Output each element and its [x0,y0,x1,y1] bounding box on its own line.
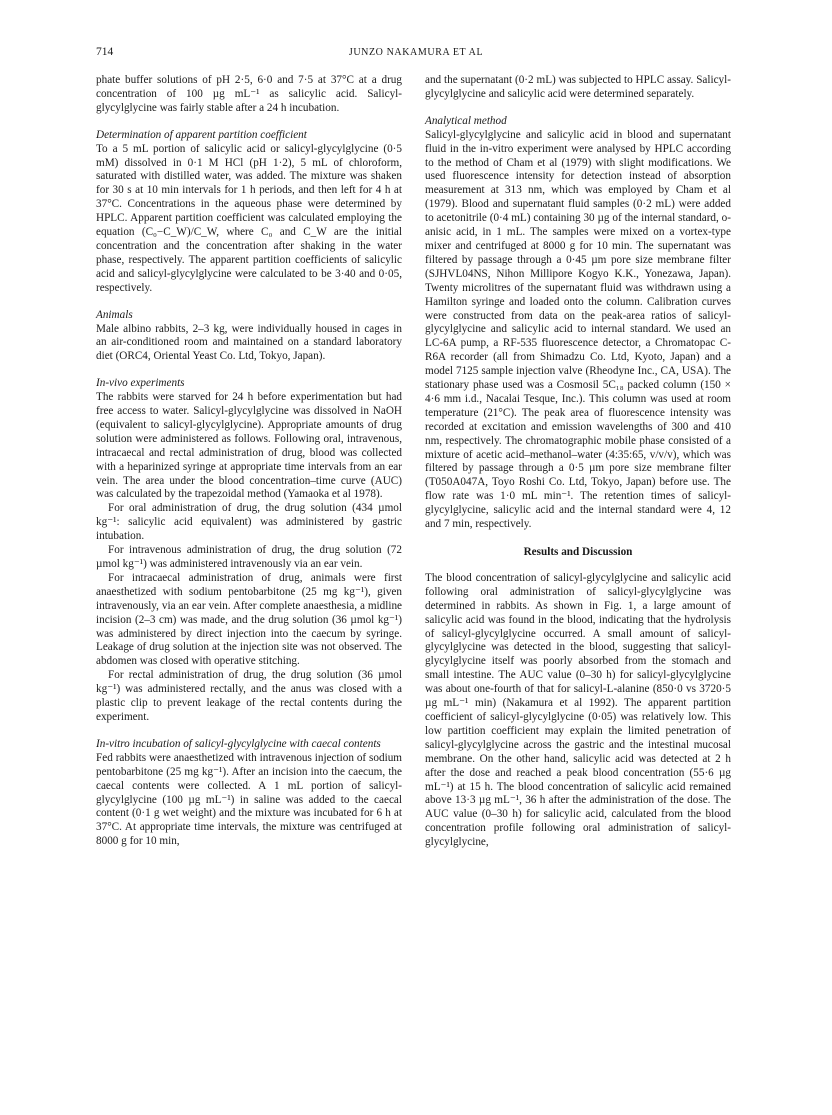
paragraph-oral: For oral administration of drug, the drug solution (434 µmol kg⁻¹: salicylic acid equivalent) was administered by gastric intubation. [96,502,402,543]
heading-partition-coefficient: Determination of apparent partition coefficient [96,128,307,141]
heading-results-discussion: Results and Discussion [523,546,633,558]
paragraph-hplc-continuation: and the supernatant (0·2 mL) was subjected to HPLC assay. Salicyl-glycylglycine and salicylic acid were determined separately. [425,74,731,100]
paragraph-in-vivo: The rabbits were starved for 24 h before experimentation but had free access to water. Salicyl-glycylglycine was dissolved in NaOH (equivalent to salicyl-glycylglycine). Appropriate amounts of drug solution were administered as follows. Following oral, intravenous, intracaecal and rectal administration of drug, blood was collected with a heparinized syringe at appropriate time intervals from an ear vein. The area under the blood concentration–time curve (AUC) was calculated by the trapezoidal method (Yamaoka et al 1978). [96,391,402,501]
paragraph-rectal: For rectal administration of drug, the drug solution (36 µmol kg⁻¹) was administered rectally, and the anus was closed with a plastic clip to prevent leakage of the rectal contents during the experiment. [96,669,402,723]
paragraph-analytical-method: Salicyl-glycylglycine and salicylic acid in blood and supernatant fluid in the in-vitro experiment were analysed by HPLC according to the method of Cham et al (1979) with slight modifications. We used fluorescence intensity for detection instead of absorption measurement at 313 nm, which was employed by Cham et al (1979). Blood and supernatant fluid samples (0·2 mL) were added to acetonitrile (0·4 mL) containing 30 µg of the internal standard, o-anisic acid, in 1 mL. The samples were mixed on a vortex-type mixer and centrifuged at 8000 g for 10 min. The supernatant was filtered by passage through a 0·45 µm pore size membrane filter (SJHVL04NS, Nihon Millipore Kogyo K.K., Yonezawa, Japan). Twenty microlitres of the supernatant fluid was withdrawn using a Hamilton syringe and loaded onto the column. Calibration curves were constructed from data on the peak-area ratios of salicyl-glycylglycine and salicylic acid to internal standard. We used an LC-6A pump, a RF-535 fluorescence detector, a Chromatopac C-R6A recorder (all from Shimadzu Co. Ltd, Kyoto, Japan) and a model 7125 sample injection valve (Rheodyne Inc., CA, USA). The stationary phase used was a Cosmosil 5C₁₈ packed column (150 × 4·6 mm i.d., Nacalai Tesque, Inc.). This column was used at room temperature (21°C). The peak area of fluorescence intensity was recorded at excitation and emission wavelengths of 300 and 410 nm, respectively. The chromatographic mobile phase consisted of a mixture of acetic acid–methanol–water (4:35:65, v/v/v), which was filtered by passage through a 0·5 µm pore size membrane filter (T050A047A, Toyo Roshi Co. Ltd, Tokyo, Japan) before use. The flow rate was 1·0 mL min⁻¹. The retention times of salicyl-glycylglycine, salicylic acid and the internal standard were 4, 12 and 7 min, respectively. [425,128,731,531]
running-title: JUNZO NAKAMURA ET AL [348,47,484,58]
heading-in-vitro: In-vitro incubation of salicyl-glycylglycine with caecal contents [96,737,381,750]
paragraph-intravenous: For intravenous administration of drug, the drug solution (72 µmol kg⁻¹) was administered intravenously via an ear vein. [96,544,402,570]
heading-analytical-method: Analytical method [425,114,507,127]
page-header [96,46,736,62]
paragraph-partition-coefficient: To a 5 mL portion of salicylic acid or salicyl-glycylglycine (0·5 mM) dissolved in 0·1 M HCl (pH 1·2), 5 mL of chloroform, saturated with distilled water, was added. The mixture was shaken for 30 s at 10 min intervals for 1 h periods, and then left for 4 h at 37°C. Concentrations in the aqueous phase were determined by HPLC. Apparent partition coefficient was calculated employing the equation (C₀−C_W)/C_W, where C₀ and C_W are the initial concentration and the concentration after shaking in the water phase, respectively. The apparent partition coefficients of salicylic acid and salicyl-glycylglycine were calculated to be 3·40 and 0·05, respectively. [96,142,402,294]
paragraph-results: The blood concentration of salicyl-glycylglycine and salicylic acid following oral administration of salicyl-glycylglycine was determined in rabbits. As shown in Fig. 1, a large amount of salicylic acid was found in the blood, indicating that the hydrolysis of salicyl-glycylglycine occurred. A small amount of salicyl-glycylglycine was detected in the blood, suggesting that salicyl-glycylglycine itself was poorly absorbed from the stomach and small intestine. The AUC value (0–30 h) for salicyl-glycylglycine was about one-fourth of that for salicyl-L-alanine (850·0 vs 3720·5 µg mL⁻¹ min) (Nakamura et al 1992). The apparent partition coefficient of salicyl-glycylglycine (0·05) was relatively low. This low partition coefficient may explain the limited penetration of salicyl-glycylglycine across the gastric and the intestinal mucosal membrane. On the other hand, salicylic acid was detected at 2 h after the dose and reached a peak blood concentration (55·6 µg mL⁻¹) at 15 h. The blood concentration of salicylic acid remained above 13·3 µg mL⁻¹, 36 h after the administration of the dose. The AUC value (0–30 h) for salicylic acid, calculated from the blood concentration profile following oral administration of salicyl-glycylglycine, [425,571,731,849]
paragraph-in-vitro: Fed rabbits were anaesthetized with intravenous injection of sodium pentobarbitone (25 mg kg⁻¹). After an incision into the caecum, the caecal contents were collected. A 1 mL portion of salicyl-glycylglycine (100 µg mL⁻¹) in saline was added to the caecal content (0·1 g wet weight) and the mixture was incubated for 6 h at 37°C. At appropriate time intervals, the mixture was centrifuged at 8000 g for 10 min, [96,751,402,848]
paragraph-intracaecal: For intracaecal administration of drug, animals were first anaesthetized with sodium pentobarbitone (25 mg kg⁻¹), given intravenously, via an ear vein. After complete anaesthesia, a midline incision (2–3 cm) was made, and the drug solution (36 µmol kg⁻¹) was administered by direct injection into the caecum by syringe. Leakage of drug solution at the injection site was not observed. The abdomen was closed with operative stitching. [96,571,402,668]
paragraph-animals: Male albino rabbits, 2–3 kg, were individually housed in cages in an air-conditioned room and maintained on a standard laboratory diet (ORC4, Oriental Yeast Co. Ltd, Tokyo, Japan). [96,322,402,363]
left-column [96,74,402,849]
page-number: 714 [96,46,114,58]
heading-animals: Animals [96,308,133,321]
right-column [425,74,731,850]
paragraph-buffer-stability: phate buffer solutions of pH 2·5, 6·0 and 7·5 at 37°C at a drug concentration of 100 µg mL⁻¹ as salicylic acid. Salicyl-glycylglycine was fairly stable after a 24 h incubation. [96,74,402,114]
heading-in-vivo: In-vivo experiments [96,377,185,390]
